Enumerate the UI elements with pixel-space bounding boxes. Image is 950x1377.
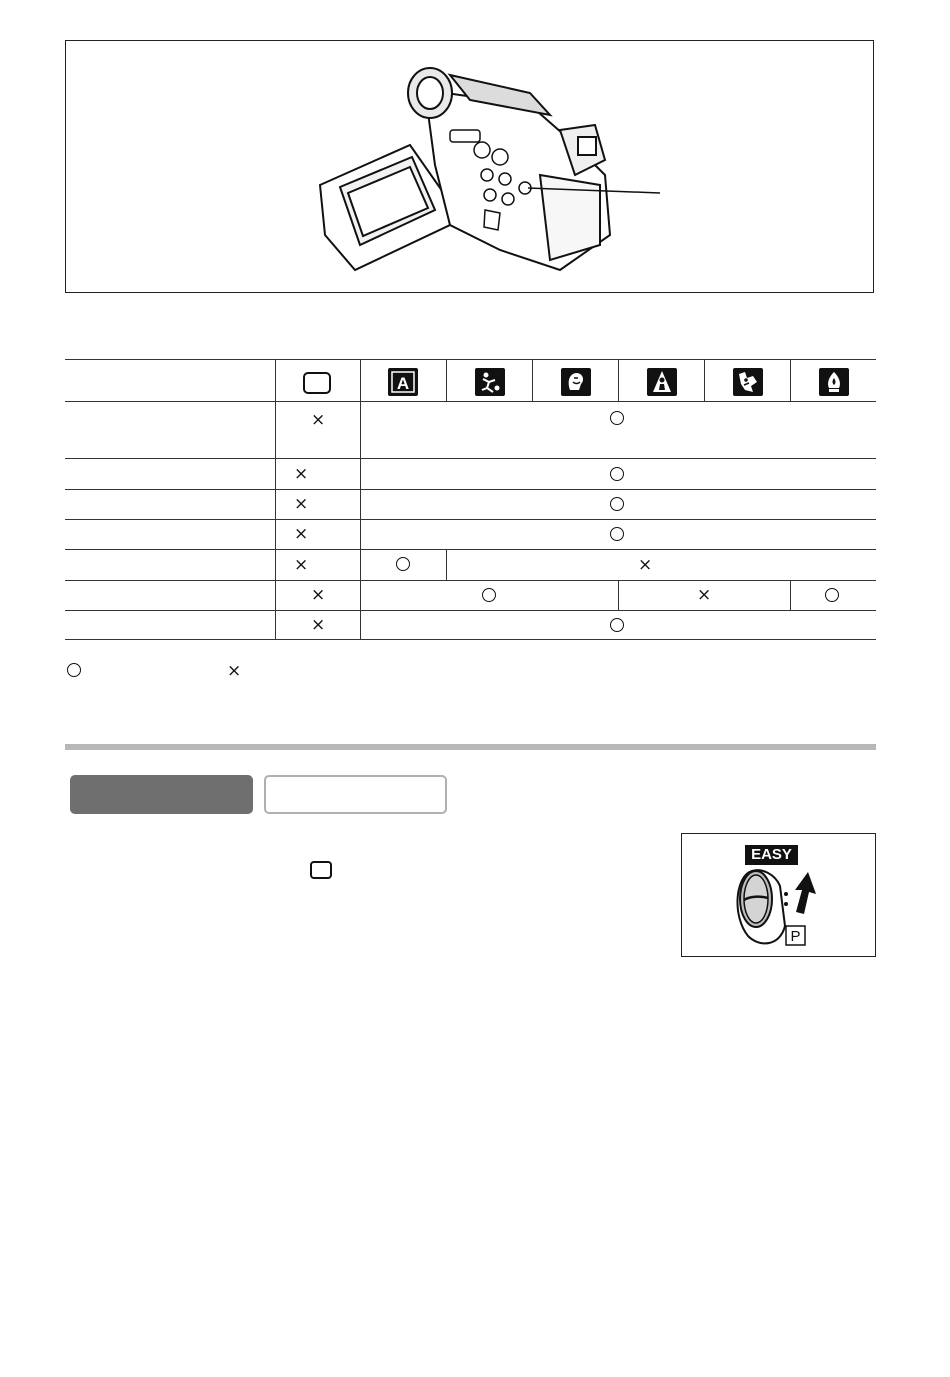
unavailable-mark: × bbox=[311, 615, 326, 635]
table-rule bbox=[65, 458, 876, 459]
easy-label: EASY bbox=[745, 845, 798, 865]
unavailable-mark: × bbox=[638, 555, 653, 575]
available-mark bbox=[610, 618, 624, 632]
available-mark bbox=[482, 588, 496, 602]
sand-snow-mode-icon bbox=[733, 368, 763, 396]
table-column-rule bbox=[618, 359, 619, 402]
sports-mode-icon bbox=[475, 368, 505, 396]
unavailable-mark: × bbox=[294, 555, 309, 575]
table-rule bbox=[65, 549, 876, 550]
table-legend bbox=[66, 661, 266, 681]
available-mark bbox=[610, 497, 624, 511]
table-column-rule bbox=[446, 359, 447, 402]
spotlight-mode-icon bbox=[647, 368, 677, 396]
auto-mode-icon bbox=[303, 372, 331, 394]
table-rule bbox=[65, 610, 876, 611]
unavailable-mark: × bbox=[294, 464, 309, 484]
unavailable-mark: × bbox=[697, 585, 712, 605]
program-selector-switch-illustration bbox=[730, 866, 830, 950]
table-rule bbox=[65, 519, 876, 520]
unavailable-mark: × bbox=[311, 585, 326, 605]
table-column-rule bbox=[446, 549, 447, 580]
table-column-rule bbox=[704, 359, 705, 402]
table-column-rule bbox=[618, 580, 619, 610]
table-column-rule bbox=[790, 359, 791, 402]
legend-available-mark bbox=[67, 663, 81, 677]
table-rule bbox=[65, 401, 876, 402]
table-column-rule bbox=[532, 359, 533, 402]
low-light-mode-icon bbox=[819, 368, 849, 396]
unavailable-mark: × bbox=[294, 524, 309, 544]
available-mark bbox=[825, 588, 839, 602]
legend-unavailable-mark: × bbox=[227, 661, 242, 681]
available-mark bbox=[610, 411, 624, 425]
table-rule bbox=[65, 639, 876, 640]
auto-mode-icon bbox=[310, 861, 332, 879]
available-mark bbox=[396, 557, 410, 571]
svg-text:A: A bbox=[396, 374, 410, 393]
unavailable-mark: × bbox=[294, 494, 309, 514]
section-tab-inactive bbox=[264, 775, 447, 814]
available-mark bbox=[610, 527, 624, 541]
table-column-rule bbox=[790, 580, 791, 610]
available-mark bbox=[610, 467, 624, 481]
portrait-mode-icon bbox=[561, 368, 591, 396]
table-rule bbox=[65, 359, 876, 360]
table-rule bbox=[65, 489, 876, 490]
table-column-rule bbox=[275, 359, 276, 640]
camcorder-illustration bbox=[300, 45, 680, 285]
unavailable-mark: × bbox=[311, 410, 326, 430]
program-ae-auto-icon bbox=[388, 368, 418, 396]
program-label: P bbox=[790, 928, 801, 945]
section-divider bbox=[65, 744, 876, 750]
table-column-rule bbox=[360, 359, 361, 640]
table-rule bbox=[65, 580, 876, 581]
section-tab-active bbox=[70, 775, 253, 814]
